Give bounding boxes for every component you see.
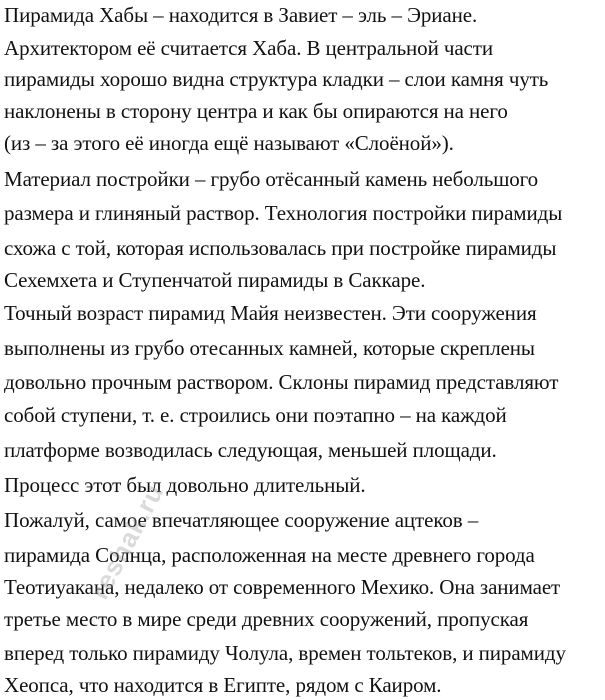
text-line: Сехемхета и Ступенчатой пирамиды в Саккаре. [4, 268, 426, 292]
text-line: Материал постройки – грубо отёсанный камень небольшого [4, 167, 539, 191]
text-line: Точный возраст пирамид Майя неизвестен. Эти сооружения [4, 301, 537, 325]
text-line: выполнены из грубо отесанных камней, которые скреплены [4, 336, 535, 360]
text-line: Пожалуй, самое впечатляющее сооружение ацтеков – [4, 508, 479, 532]
text-line: Архитектором её считается Хаба. В центральной части [4, 36, 493, 60]
text-line: платформе возводилась следующая, меньшей площади. [4, 438, 497, 462]
text-line: Хеопса, что находится в Египте, рядом с Каиром. [4, 673, 442, 697]
text-line: вперед только пирамиду Чолула, времен тольтеков, и пирамиду [4, 641, 566, 665]
text-line: Процесс этот был довольно длительный. [4, 473, 366, 497]
text-line: собой ступени, т. е. строились они поэтапно – на каждой [4, 403, 507, 427]
text-line: Пирамида Хабы – находится в Завиет – эль – Эриане. [4, 3, 478, 27]
text-line: довольно прочным раствором. Склоны пирамид представляют [4, 370, 559, 394]
watermark: reshak.ru [84, 478, 170, 605]
text-line: пирамида Солнца, расположенная на месте древнего города [4, 543, 535, 567]
text-line: схожа с той, которая использовалась при постройке пирамиды [4, 236, 557, 260]
text-line: Теотиуакана, недалеко от современного Мехико. Она занимает [4, 575, 561, 599]
text-line: наклонены в сторону центра и как бы опираются на него [4, 99, 508, 123]
text-line: пирамиды хорошо видна структура кладки – слои камня чуть [4, 67, 549, 91]
text-line: (из – за этого её иногда ещё называют «Слоёной»). [4, 131, 454, 155]
text-line: третье место в мире среди древних сооружений, пропуская [4, 607, 529, 631]
text-line: размера и глиняный раствор. Технология постройки пирамиды [4, 201, 563, 225]
